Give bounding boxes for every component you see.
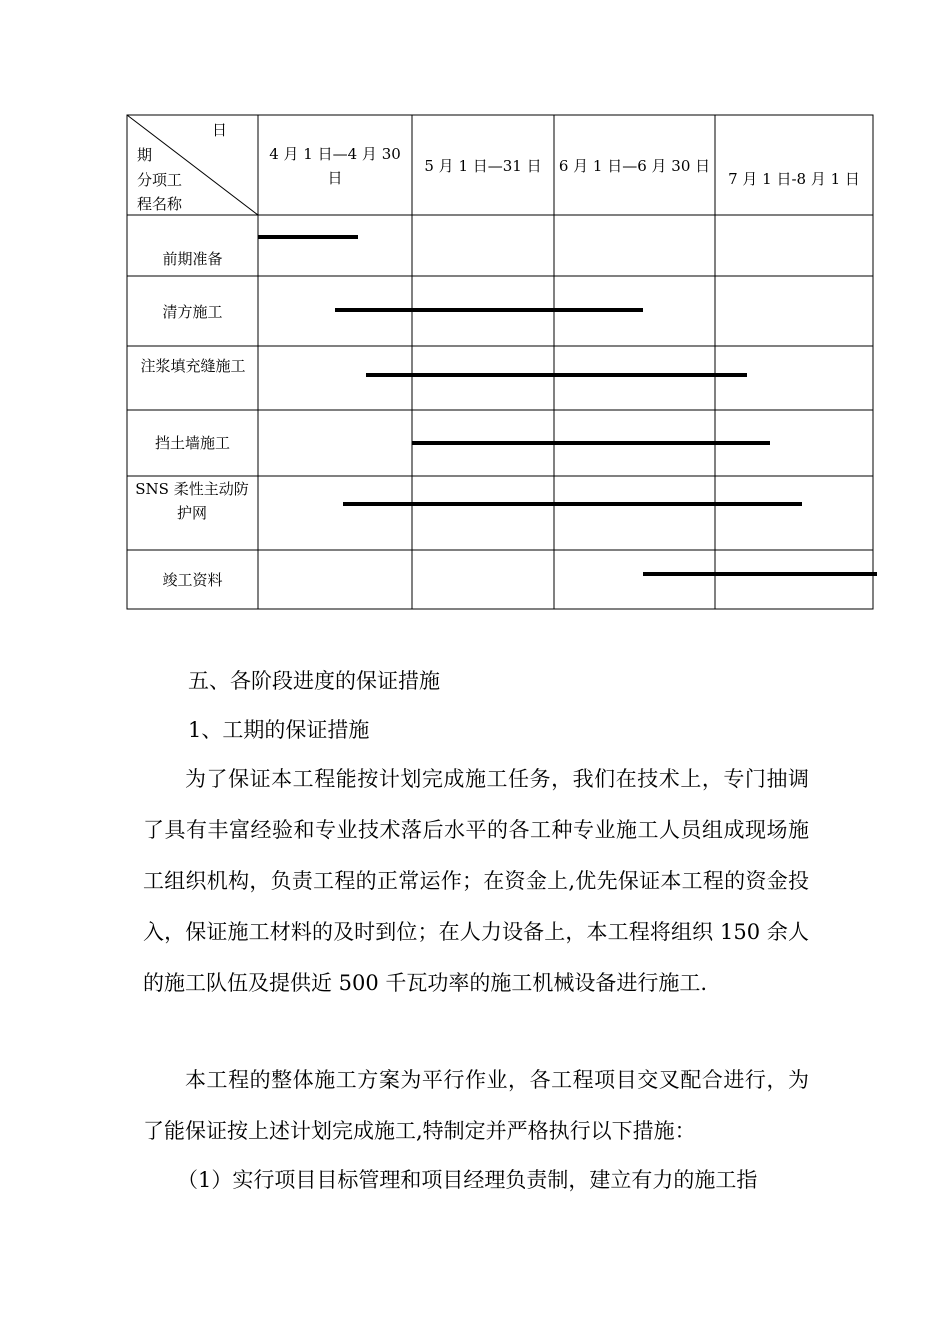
gantt-bar-sns-net (343, 502, 802, 506)
paragraph-1: 为了保证本工程能按计划完成施工任务，我们在技术上，专门抽调了具有丰富经验和专业技术落后水平的各工种专业施工人员组成现场施工组织机构，负责工程的正常运作；在资金上,优先保证本工程的资金投入，保证施工材料的及时到位；在人力设备上，本工程将组织 150 余人的施工队伍及提供近 500 千瓦功率的施工机械设备进行施工. (143, 767, 809, 995)
header-period-label: 期 (137, 146, 153, 164)
header-item-label-1: 分项工 (137, 171, 183, 189)
header-date-label: 日 (212, 121, 228, 139)
column-header-may: 5 月 1 日—31 日 (424, 157, 542, 175)
row-label-retaining-wall: 挡土墙施工 (154, 434, 230, 452)
gantt-bar-completion-docs (643, 572, 877, 576)
gantt-bar-grouting (366, 373, 747, 377)
row-label-grouting: 注浆填充缝施工 (140, 357, 246, 375)
section-heading: 五、各阶段进度的保证措施 (188, 669, 440, 693)
row-label-preparation: 前期准备 (162, 250, 223, 268)
sub-heading: 1、工期的保证措施 (188, 718, 370, 742)
gantt-bar-preparation (258, 235, 358, 239)
column-header-april: 4 月 1 日—4 月 30 日 (269, 145, 401, 187)
column-header-june: 6 月 1 日—6 月 30 日 (558, 157, 711, 175)
row-label-completion-docs: 竣工资料 (162, 571, 223, 589)
paragraph-2: 本工程的整体施工方案为平行作业，各工程项目交叉配合进行，为了能保证按上述计划完成施工,特制定并严格执行以下措施： (143, 1068, 809, 1143)
paragraph-3: （1）实行项目目标管理和项目经理负责制，建立有力的施工指 (177, 1168, 758, 1192)
gantt-bar-retaining-wall (412, 441, 770, 445)
row-label-sns-net: SNS 柔性主动防护网 (135, 480, 249, 522)
row-label-slope-clearing: 清方施工 (162, 303, 223, 321)
column-header-july: 7 月 1 日-8 月 1 日 (728, 170, 860, 188)
gantt-bar-slope-clearing (335, 308, 643, 312)
header-item-label-2: 程名称 (137, 195, 183, 213)
